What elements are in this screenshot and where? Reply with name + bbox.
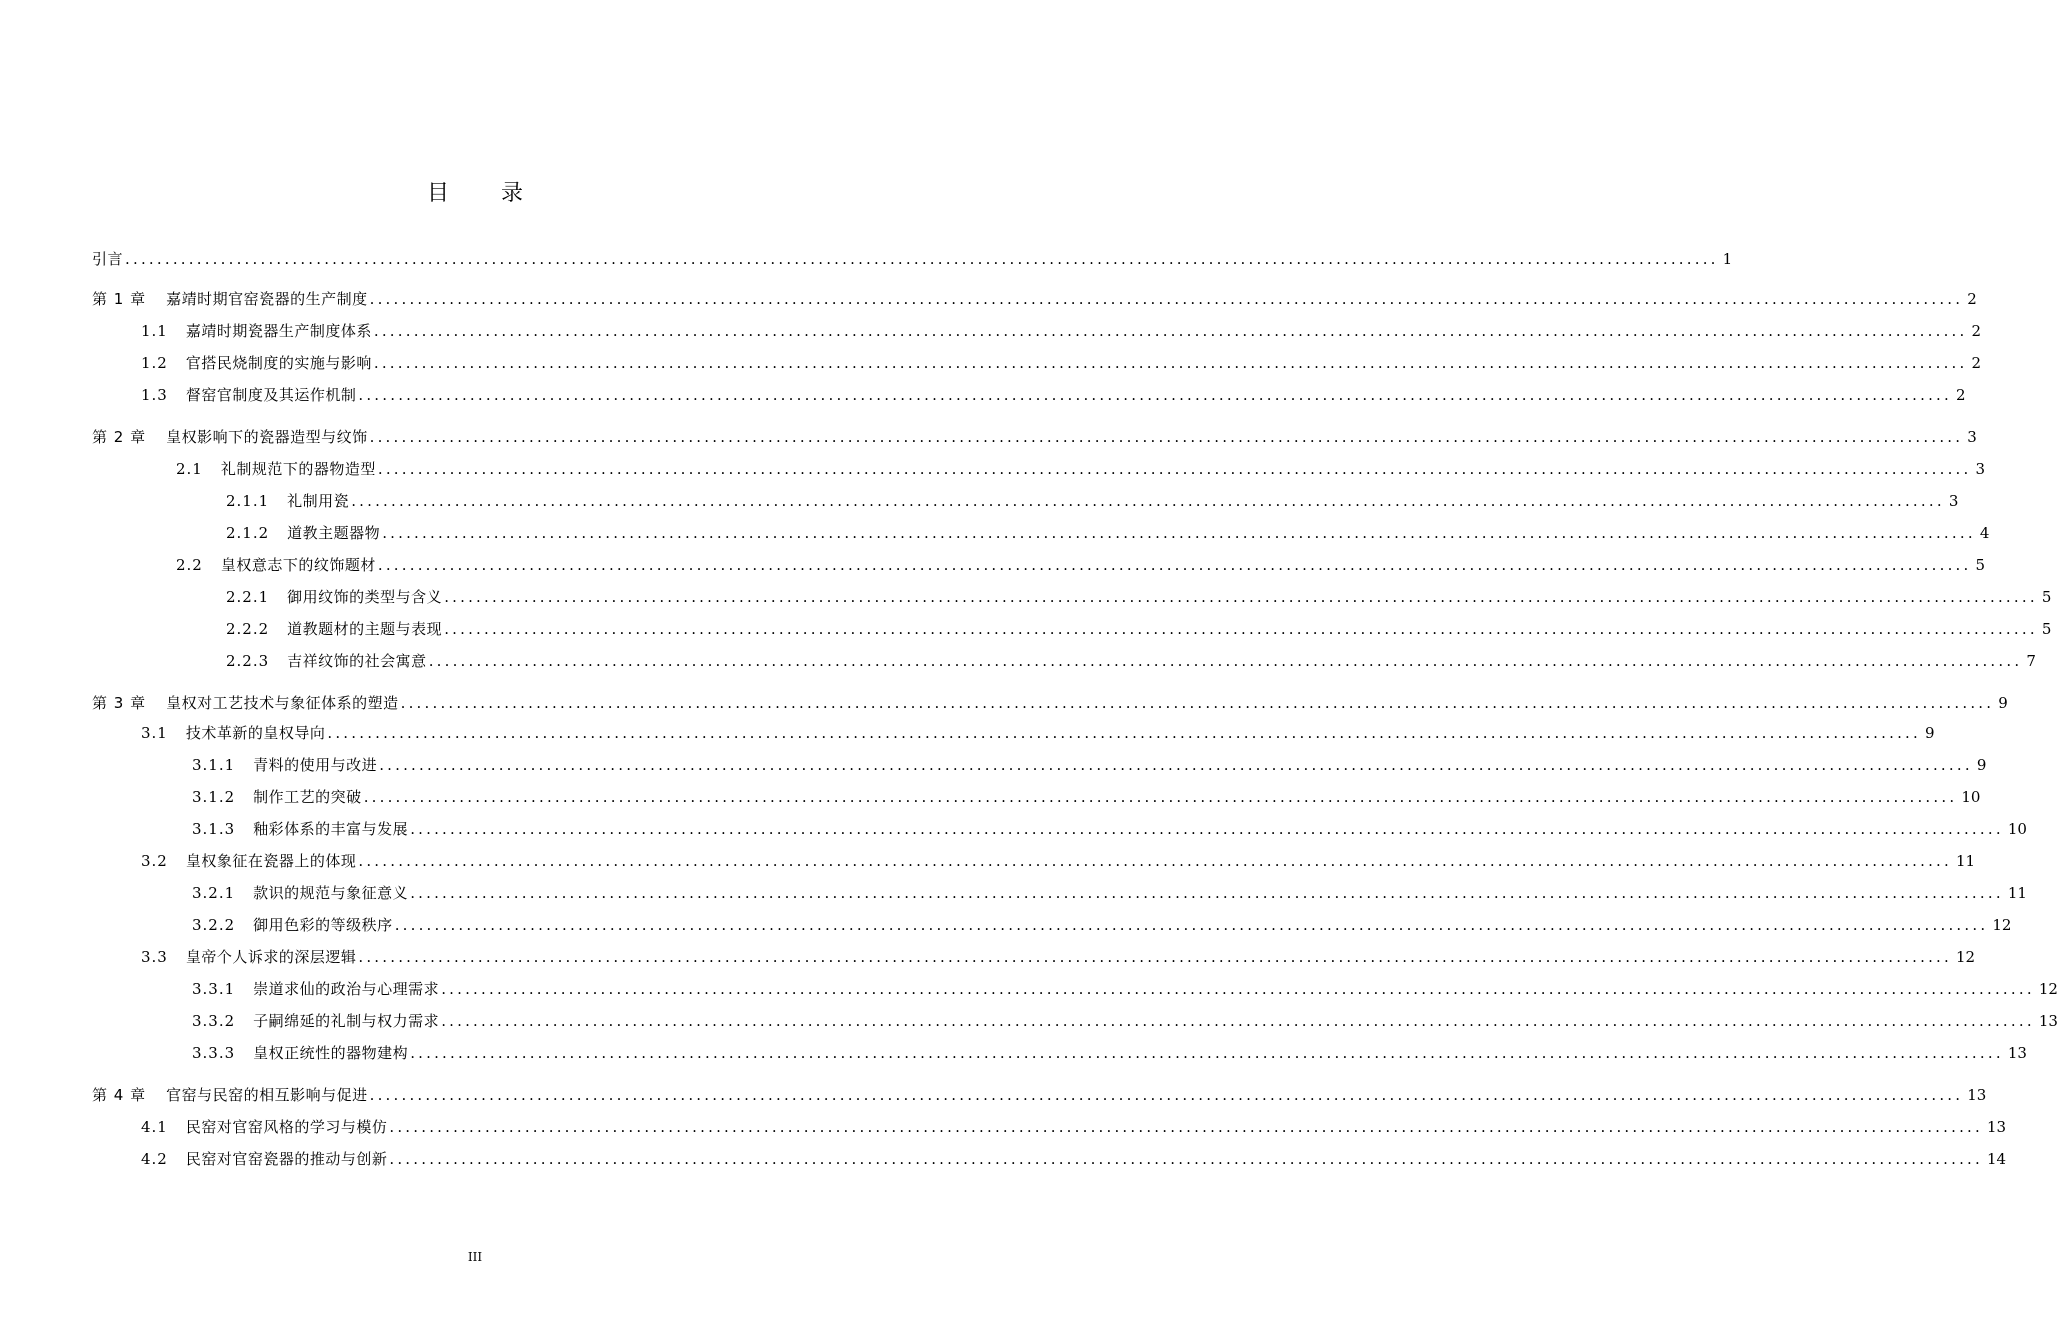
dot-leader: ........................................................................................................................................................................................................	[363, 788, 1958, 806]
toc-entry-number: 第 2 章	[92, 428, 147, 446]
toc-entry-title: 皇权象征在瓷器上的体现	[185, 852, 357, 870]
toc-entry[interactable]	[176, 555, 1986, 575]
dot-leader: ........................................................................................................................................................................................................	[441, 980, 2035, 998]
toc-entry-title: 皇权正统性的器物建构	[253, 1044, 409, 1062]
toc-entry[interactable]	[226, 587, 2052, 607]
toc-entry-title: 皇权意志下的纹饰题材	[220, 556, 376, 574]
toc-entry-page: 12	[1956, 948, 1976, 966]
page-title: 目录	[426, 181, 575, 206]
toc-entry-page: 5	[2041, 620, 2052, 638]
toc-entry-page: 3	[1975, 460, 1986, 478]
toc-entry[interactable]	[192, 883, 2027, 903]
toc-entry-page: 10	[1961, 788, 1981, 806]
dot-leader: ........................................................................................................................................................................................................	[369, 428, 1964, 446]
toc-entry-title: 嘉靖时期官窑瓷器的生产制度	[166, 290, 368, 308]
toc-entry-number: 2.2.2	[226, 620, 270, 638]
toc-entry-title: 官搭民烧制度的实施与影响	[185, 354, 372, 372]
toc-entry-title: 釉彩体系的丰富与发展	[253, 820, 409, 838]
dot-leader: ........................................................................................................................................................................................................	[428, 652, 2023, 670]
dot-leader: ........................................................................................................................................................................................................	[394, 916, 1989, 934]
toc-entry-title: 御用色彩的等级秩序	[253, 916, 393, 934]
toc-entry-title: 御用纹饰的类型与含义	[287, 588, 443, 606]
toc-entry-page: 11	[1956, 852, 1976, 870]
toc-entry-page: 9	[1925, 724, 1935, 742]
toc-entry[interactable]	[176, 459, 1986, 479]
toc-entry-number: 3.2	[141, 852, 168, 870]
toc-entry[interactable]	[141, 1149, 2007, 1169]
toc-entry-number: 3.1	[141, 724, 168, 742]
toc-entry-number: 2.1.1	[226, 492, 270, 510]
toc-entry-title: 崇道求仙的政治与心理需求	[253, 980, 440, 998]
toc-entry-page: 2	[1956, 386, 1966, 404]
toc-entry[interactable]	[192, 1011, 2058, 1031]
toc-entry-number: 第 3 章	[92, 694, 147, 712]
dot-leader: ........................................................................................................................................................................................................	[410, 884, 2004, 902]
dot-leader: ........................................................................................................................................................................................................	[441, 1012, 2035, 1030]
toc-entry-page: 12	[2038, 980, 2058, 998]
toc-entry[interactable]	[192, 755, 1987, 775]
toc-entry-number: 1.3	[141, 386, 168, 404]
toc-entry[interactable]	[192, 979, 2058, 999]
toc-entry[interactable]	[141, 353, 1982, 373]
toc-entry-page: 5	[1975, 556, 1986, 574]
toc-entry-number: 3.3.3	[192, 1044, 236, 1062]
toc-entry[interactable]	[141, 321, 1982, 341]
dot-leader: ........................................................................................................................................................................................................	[125, 250, 1719, 268]
toc-entry-number: 3.3	[141, 948, 168, 966]
toc-entry-title: 技术革新的皇权导向	[185, 724, 326, 742]
toc-entry-title: 道教主题器物	[287, 524, 381, 542]
toc-entry[interactable]	[141, 1117, 2007, 1137]
dot-leader: ........................................................................................................................................................................................................	[369, 290, 1964, 308]
dot-leader: ........................................................................................................................................................................................................	[358, 852, 1952, 870]
dot-leader: ........................................................................................................................................................................................................	[389, 1150, 1983, 1168]
toc-entry-number: 3.3.2	[192, 1012, 236, 1030]
toc-entry-number: 3.3.1	[192, 980, 236, 998]
toc-entry[interactable]	[226, 619, 2052, 639]
toc-entry[interactable]	[192, 787, 1981, 807]
dot-leader: ........................................................................................................................................................................................................	[444, 588, 2038, 606]
toc-entry[interactable]	[141, 851, 1976, 871]
toc-entry-title: 礼制规范下的器物造型	[220, 460, 376, 478]
toc-entry-title: 皇帝个人诉求的深层逻辑	[185, 948, 357, 966]
toc-entry-page: 12	[1992, 916, 2012, 934]
toc-entry-page: 2	[1967, 290, 1977, 308]
toc-entry[interactable]	[226, 523, 1990, 543]
toc-entry-page: 9	[1976, 756, 1987, 774]
dot-leader: ........................................................................................................................................................................................................	[373, 354, 1968, 372]
toc-entry-page: 14	[1987, 1150, 2007, 1168]
toc-entry[interactable]	[92, 249, 1733, 269]
toc-entry-page: 13	[2007, 1044, 2027, 1062]
toc-entry[interactable]	[192, 915, 2012, 935]
toc-entry[interactable]	[141, 385, 1966, 405]
toc-entry-number: 2.2.1	[226, 588, 270, 606]
toc-entry-title: 吉祥纹饰的社会寓意	[287, 652, 427, 670]
toc-entry-page: 3	[1948, 492, 1959, 510]
toc-entry-number: 4.2	[141, 1150, 168, 1168]
dot-leader: ........................................................................................................................................................................................................	[400, 694, 1995, 712]
toc-entry[interactable]	[92, 427, 1977, 447]
toc-entry-title: 制作工艺的突破	[253, 788, 362, 806]
dot-leader: ........................................................................................................................................................................................................	[410, 820, 2004, 838]
toc-entry-page: 5	[2041, 588, 2052, 606]
toc-entry-title: 皇权影响下的瓷器造型与纹饰	[166, 428, 368, 446]
dot-leader: ........................................................................................................................................................................................................	[377, 460, 1972, 478]
toc-entry-page: 1	[1722, 250, 1733, 268]
toc-entry-page: 9	[1998, 694, 2008, 712]
toc-entry-number: 2.2	[176, 556, 203, 574]
toc-entry[interactable]	[141, 947, 1976, 967]
toc-entry-page: 13	[1987, 1118, 2007, 1136]
toc-entry-title: 子嗣绵延的礼制与权力需求	[253, 1012, 440, 1030]
toc-entry-title: 引言	[92, 250, 124, 268]
toc-entry-title: 礼制用瓷	[287, 492, 350, 510]
toc-entry-title: 民窑对官窑风格的学习与模仿	[185, 1118, 388, 1136]
toc-entry-number: 4.1	[141, 1118, 168, 1136]
toc-entry-title: 官窑与民窑的相互影响与促进	[166, 1086, 368, 1104]
toc-entry[interactable]	[92, 693, 2008, 713]
toc-entry-number: 3.1.1	[192, 756, 236, 774]
toc-entry-title: 民窑对官窑瓷器的推动与创新	[185, 1150, 388, 1168]
toc-entry-number: 1.2	[141, 354, 168, 372]
dot-leader: ........................................................................................................................................................................................................	[382, 524, 1976, 542]
toc-entry-page: 13	[2038, 1012, 2058, 1030]
dot-leader: ........................................................................................................................................................................................................	[358, 948, 1952, 966]
toc-entry-title: 督窑官制度及其运作机制	[185, 386, 357, 404]
toc-entry[interactable]	[192, 819, 2027, 839]
toc-entry-number: 第 4 章	[92, 1086, 147, 1104]
toc-entry-page: 11	[2007, 884, 2027, 902]
toc-entry[interactable]	[92, 1085, 1987, 1105]
toc-entry-page: 7	[2026, 652, 2036, 670]
toc-entry-number: 2.1.2	[226, 524, 270, 542]
toc-entry-number: 3.2.1	[192, 884, 236, 902]
toc-entry[interactable]	[92, 289, 1977, 309]
toc-entry-title: 青料的使用与改进	[253, 756, 378, 774]
toc-entry-number: 2.2.3	[226, 652, 270, 670]
toc-entry[interactable]	[226, 651, 2036, 671]
toc-entry[interactable]	[141, 723, 1935, 743]
toc-entry-title: 嘉靖时期瓷器生产制度体系	[185, 322, 372, 340]
dot-leader: ........................................................................................................................................................................................................	[358, 386, 1952, 404]
toc-entry-number: 第 1 章	[92, 290, 147, 308]
toc-entry-page: 13	[1967, 1086, 1987, 1104]
toc-entry-title: 款识的规范与象征意义	[253, 884, 409, 902]
dot-leader: ........................................................................................................................................................................................................	[369, 1086, 1964, 1104]
toc-entry-page: 10	[2007, 820, 2027, 838]
dot-leader: ........................................................................................................................................................................................................	[379, 756, 1973, 774]
toc-entry-page: 4	[1979, 524, 1990, 542]
toc-entry-title: 道教题材的主题与表现	[287, 620, 443, 638]
dot-leader: ........................................................................................................................................................................................................	[444, 620, 2038, 638]
toc-entry[interactable]	[192, 1043, 2027, 1063]
dot-leader: ........................................................................................................................................................................................................	[351, 492, 1945, 510]
toc-entry-page: 2	[1971, 322, 1982, 340]
dot-leader: ........................................................................................................................................................................................................	[327, 724, 1921, 742]
toc-entry-number: 3.2.2	[192, 916, 236, 934]
toc-entry[interactable]	[226, 491, 1959, 511]
dot-leader: ........................................................................................................................................................................................................	[373, 322, 1968, 340]
dot-leader: ........................................................................................................................................................................................................	[389, 1118, 1983, 1136]
toc-entry-number: 2.1	[176, 460, 203, 478]
toc-entry-title: 皇权对工艺技术与象征体系的塑造	[166, 694, 399, 712]
toc-entry-number: 3.1.3	[192, 820, 236, 838]
toc-entry-number: 1.1	[141, 322, 168, 340]
dot-leader: ........................................................................................................................................................................................................	[377, 556, 1972, 574]
page-number: III	[467, 1250, 483, 1264]
toc-entry-page: 3	[1967, 428, 1977, 446]
dot-leader: ........................................................................................................................................................................................................	[410, 1044, 2004, 1062]
toc-entry-page: 2	[1971, 354, 1982, 372]
toc-entry-number: 3.1.2	[192, 788, 236, 806]
